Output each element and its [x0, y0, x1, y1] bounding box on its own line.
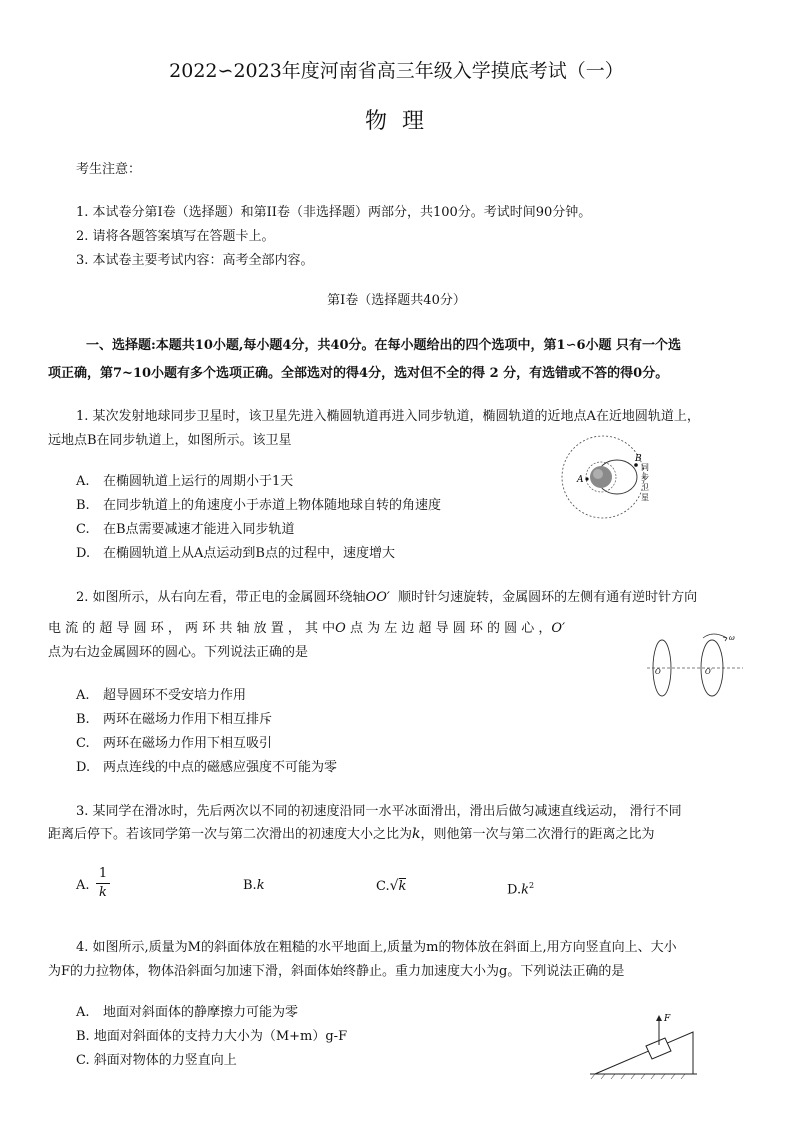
subject-title: 物 理: [365, 109, 428, 134]
q4-option: B. 地面对斜面体的支持力大小为（M+m）g-F: [76, 1029, 348, 1044]
q2-stem: 电 流 的 超 导 圆 环 ， 两 环 共 轴 放 置 ， 其 中O 点 为 左 边 超 导 圆 环 的 圆 心 ，O′: [48, 621, 566, 636]
q1-option: B. 在同步轨道上的角速度小于赤道上物体随地球自转的角速度: [76, 498, 442, 513]
q4-stem: 为F的力拉物体，物体沿斜面匀加速下滑，斜面体始终静止。重力加速度大小为g。下列说法正确的是: [48, 964, 625, 979]
center-o2-label: O′: [705, 668, 713, 676]
q1-stem: 远地点B在同步轨道上，如图所示。该卫星: [48, 433, 292, 448]
notice-item: 3. 本试卷主要考试内容：高考全部内容。: [76, 253, 314, 268]
q3-option-a: A.: [76, 878, 90, 893]
orbit-label: 同: [641, 463, 649, 472]
section-instruction: 项正确，第7~10小题有多个选项正确。全部选对的得4分，选对但不全的得 2 分，有选错或不答的得0分。: [48, 366, 669, 381]
arrow-head-icon: [656, 1015, 662, 1021]
incline-diagram: [585, 1006, 705, 1080]
q2-option: C. 两环在磁场力作用下相互吸引: [76, 736, 273, 751]
point-a-dot: [585, 477, 588, 480]
section-label: 第Ⅰ卷（选择题共40分）: [327, 293, 466, 308]
orbit-diagram: [555, 432, 665, 522]
q3-option-c: C.√k: [376, 878, 407, 894]
q4-option: A. 地面对斜面体的静摩擦力可能为零: [76, 1005, 299, 1020]
orbit-label: 步: [641, 473, 649, 482]
axis-symbol: OO′: [365, 590, 390, 605]
q2-option: A. 超导圆环不受安培力作用: [76, 688, 247, 703]
q4-stem: 4. 如图所示,质量为M的斜面体放在粗糙的水平地面上,质量为m的物体放在斜面上,用方向竖直向上、大小: [76, 940, 677, 955]
q1-option: D. 在椭圆轨道上从A点运动到B点的过程中，速度增大: [76, 546, 395, 561]
q4-option: C. 斜面对物体的力竖直向上: [76, 1053, 237, 1068]
orbit-label: 卫: [641, 483, 649, 492]
page-title: 2022∽2023年度河南省高三年级入学摸底考试（一）: [169, 60, 624, 82]
q3-option-d: $D.k^2$: [507, 881, 535, 898]
q3-option-b: B.k: [243, 878, 265, 893]
q3-stem: 距离后停下。若该同学第一次与第二次滑出的初速度大小之比为k，则他第一次与第二次滑行的距离之比为: [48, 826, 655, 842]
fraction: 1 k: [96, 866, 110, 901]
q1-option: C. 在B点需要减速才能进入同步轨道: [76, 522, 295, 537]
center-o-label: O: [655, 668, 661, 676]
q2-stem: 点为右边金属圆环的圆心。下列说法正确的是: [48, 645, 309, 660]
q1-option: A. 在椭圆轨道上运行的周期小于1天: [76, 474, 294, 489]
force-label: F: [664, 1014, 671, 1024]
omega-label: ω: [729, 634, 735, 642]
ground-hatching: [591, 1074, 685, 1079]
orbit-label: 星: [641, 493, 649, 502]
q2-stem: 2. 如图所示，从右向左看，带正电的金属圆环绕轴OO′ 顺时针匀速旋转，金属圆环的左侧有通有逆时针方向: [76, 590, 698, 605]
rings-diagram: [645, 630, 745, 700]
q1-stem: 1. 某次发射地球同步卫星时，该卫星先进入椭圆轨道再进入同步轨道，椭圆轨道的近地点A在近地圆轨道上，: [76, 409, 700, 424]
q2-option: B. 两环在磁场力作用下相互排斥: [76, 712, 273, 727]
q2-option: D. 两点连线的中点的磁感应强度不可能为零: [76, 760, 338, 775]
point-b-label: B: [635, 454, 642, 464]
incline-body: [595, 1032, 693, 1074]
section-instruction: 一、选择题:本题共10小题,每小题4分，共40分。在每小题给出的四个选项中，第1∽6小题 只有一个选: [86, 338, 682, 353]
point-a-label: A: [577, 475, 584, 485]
notice-item: 2. 请将各题答案填写在答题卡上。: [76, 229, 275, 244]
notice-heading: 考生注意：: [76, 162, 142, 177]
notice-item: 1. 本试卷分第Ⅰ卷（选择题）和第II卷（非选择题）两部分，共100分。考试时间90分钟。: [76, 205, 592, 220]
q3-stem: 3. 某同学在滑冰时，先后两次以不同的初速度沿同一水平冰面滑出，滑出后做匀减速直线运动， 滑行不同: [76, 804, 682, 819]
